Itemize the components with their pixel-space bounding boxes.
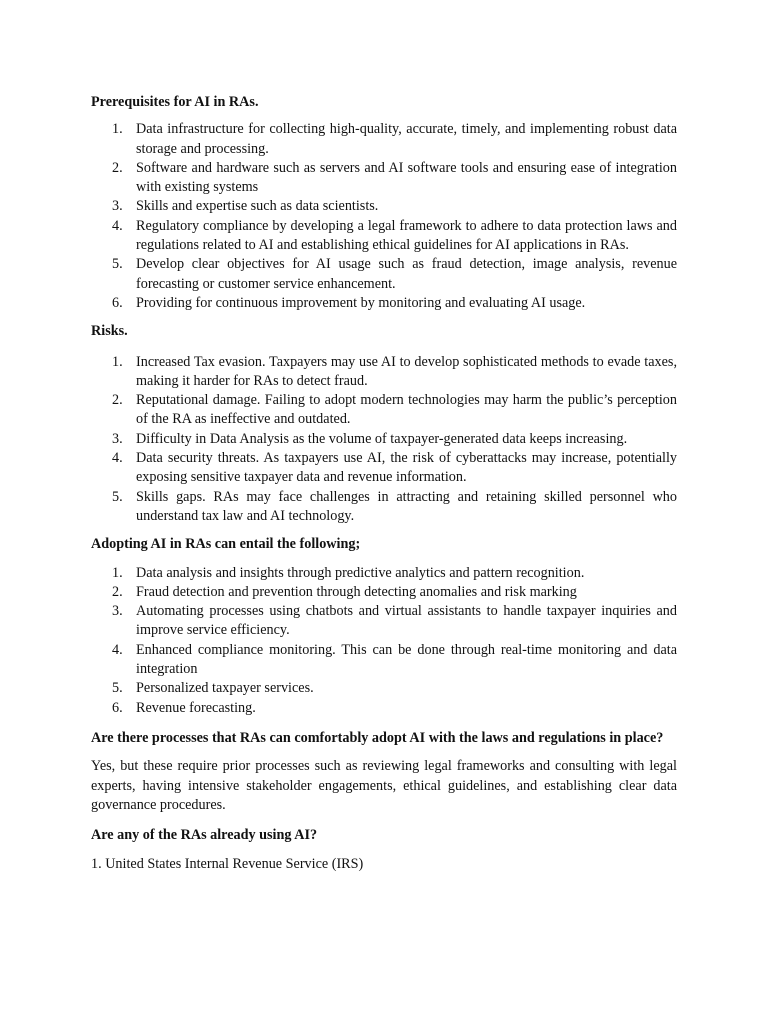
list-item-text: Difficulty in Data Analysis as the volume of taxpayer-generated data keeps increasing. (136, 430, 628, 447)
list-item (91, 120, 677, 159)
list-item (91, 564, 677, 583)
section-heading-using: Are any of the RAs already using AI? (91, 827, 318, 844)
section-heading-adopting: Adopting AI in RAs can entail the following; (91, 536, 361, 553)
list-item-text: Revenue forecasting. (136, 699, 256, 716)
list-item-text: Software and hardware such as servers and AI software tools and ensuring ease of integration with existing systems (136, 159, 677, 196)
list-item (91, 602, 677, 641)
list-item (91, 430, 677, 449)
list-item-number: 3. (112, 603, 123, 620)
list-item (91, 294, 677, 313)
list-item-number: 4. (112, 217, 123, 234)
list-item (91, 583, 677, 602)
list-item (91, 679, 677, 698)
list-item-number: 5. (112, 680, 123, 697)
list-item-text: Personalized taxpayer services. (136, 680, 314, 697)
list-item-text: Increased Tax evasion. Taxpayers may use AI to develop sophisticated methods to evade taxes, making it harder for RAs to detect fraud. (136, 353, 677, 389)
section-heading-risks: Risks. (91, 323, 128, 340)
section-heading-processes: Are there processes that RAs can comfortably adopt AI with the laws and regulations in place? (91, 729, 664, 746)
list-item (91, 159, 677, 198)
processes-paragraph: Yes, but these require prior processes such as reviewing legal frameworks and consulting with legal experts, having intensive stakeholder engagements, ethical guidelines, and establishing clear data governance procedures. (91, 758, 677, 813)
list-item-number: 6. (112, 294, 123, 311)
list-item-text: Data security threats. As taxpayers use AI, the risk of cyberattacks may increase, potentially exposing sensitive taxpayer data and revenue information. (136, 450, 677, 486)
list-item (91, 197, 677, 216)
list-item (91, 641, 677, 680)
list-item-number: 5. (112, 488, 123, 505)
list-item-text: Providing for continuous improvement by monitoring and evaluating AI usage. (136, 294, 586, 311)
list-item-text: Automating processes using chatbots and virtual assistants to handle taxpayer inquiries and improve service efficiency. (136, 603, 677, 639)
list-item-number: 2. (112, 583, 123, 600)
list-item-number: 4. (112, 641, 123, 658)
list-item-number: 4. (112, 450, 123, 467)
list-item (91, 488, 677, 527)
adopting-list (91, 564, 677, 718)
list-item-text: Data analysis and insights through predictive analytics and pattern recognition. (136, 564, 585, 581)
list-item (91, 449, 677, 488)
list-item-text: Reputational damage. Failing to adopt modern technologies may harm the public’s perception of the RA as ineffective and outdated. (136, 392, 677, 428)
list-item-number: 2. (112, 159, 123, 176)
list-item-number: 3. (112, 198, 123, 215)
list-item (91, 353, 677, 392)
list-item (91, 699, 677, 718)
document-body (91, 93, 677, 875)
list-item-text: Skills and expertise such as data scientists. (136, 198, 379, 215)
list-item-number: 3. (112, 430, 123, 447)
section-heading-prerequisites: Prerequisites for AI in RAs. (91, 94, 259, 110)
prerequisites-list (91, 120, 677, 313)
list-item (91, 255, 677, 294)
list-item-text: Data infrastructure for collecting high-quality, accurate, timely, and implementing robust data storage and processing. (136, 121, 677, 157)
list-item-text: Fraud detection and prevention through detecting anomalies and risk marking (136, 583, 577, 600)
risks-list (91, 353, 677, 527)
list-item (91, 391, 677, 430)
list-item-text: Enhanced compliance monitoring. This can be done through real-time monitoring and data integration (136, 641, 677, 678)
list-item-text: Skills gaps. RAs may face challenges in attracting and retaining skilled personnel who understand tax law and AI technology. (136, 488, 677, 524)
list-item-number: 2. (112, 392, 123, 409)
list-item-number: 1. (112, 121, 123, 138)
list-item-text: Regulatory compliance by developing a legal framework to adhere to data protection laws and regulations related to AI and establishing ethical guidelines for AI applications in RAs. (136, 217, 677, 254)
list-item-number: 6. (112, 699, 123, 716)
list-item-number: 5. (112, 256, 123, 273)
list-item-text: Develop clear objectives for AI usage such as fraud detection, image analysis, revenue forecasting or customer service enhancement. (136, 256, 677, 292)
list-item-number: 1. (112, 353, 123, 370)
list-item (91, 217, 677, 256)
using-first-item: 1. United States Internal Revenue Service (IRS) (91, 856, 364, 873)
list-item-number: 1. (112, 564, 123, 581)
